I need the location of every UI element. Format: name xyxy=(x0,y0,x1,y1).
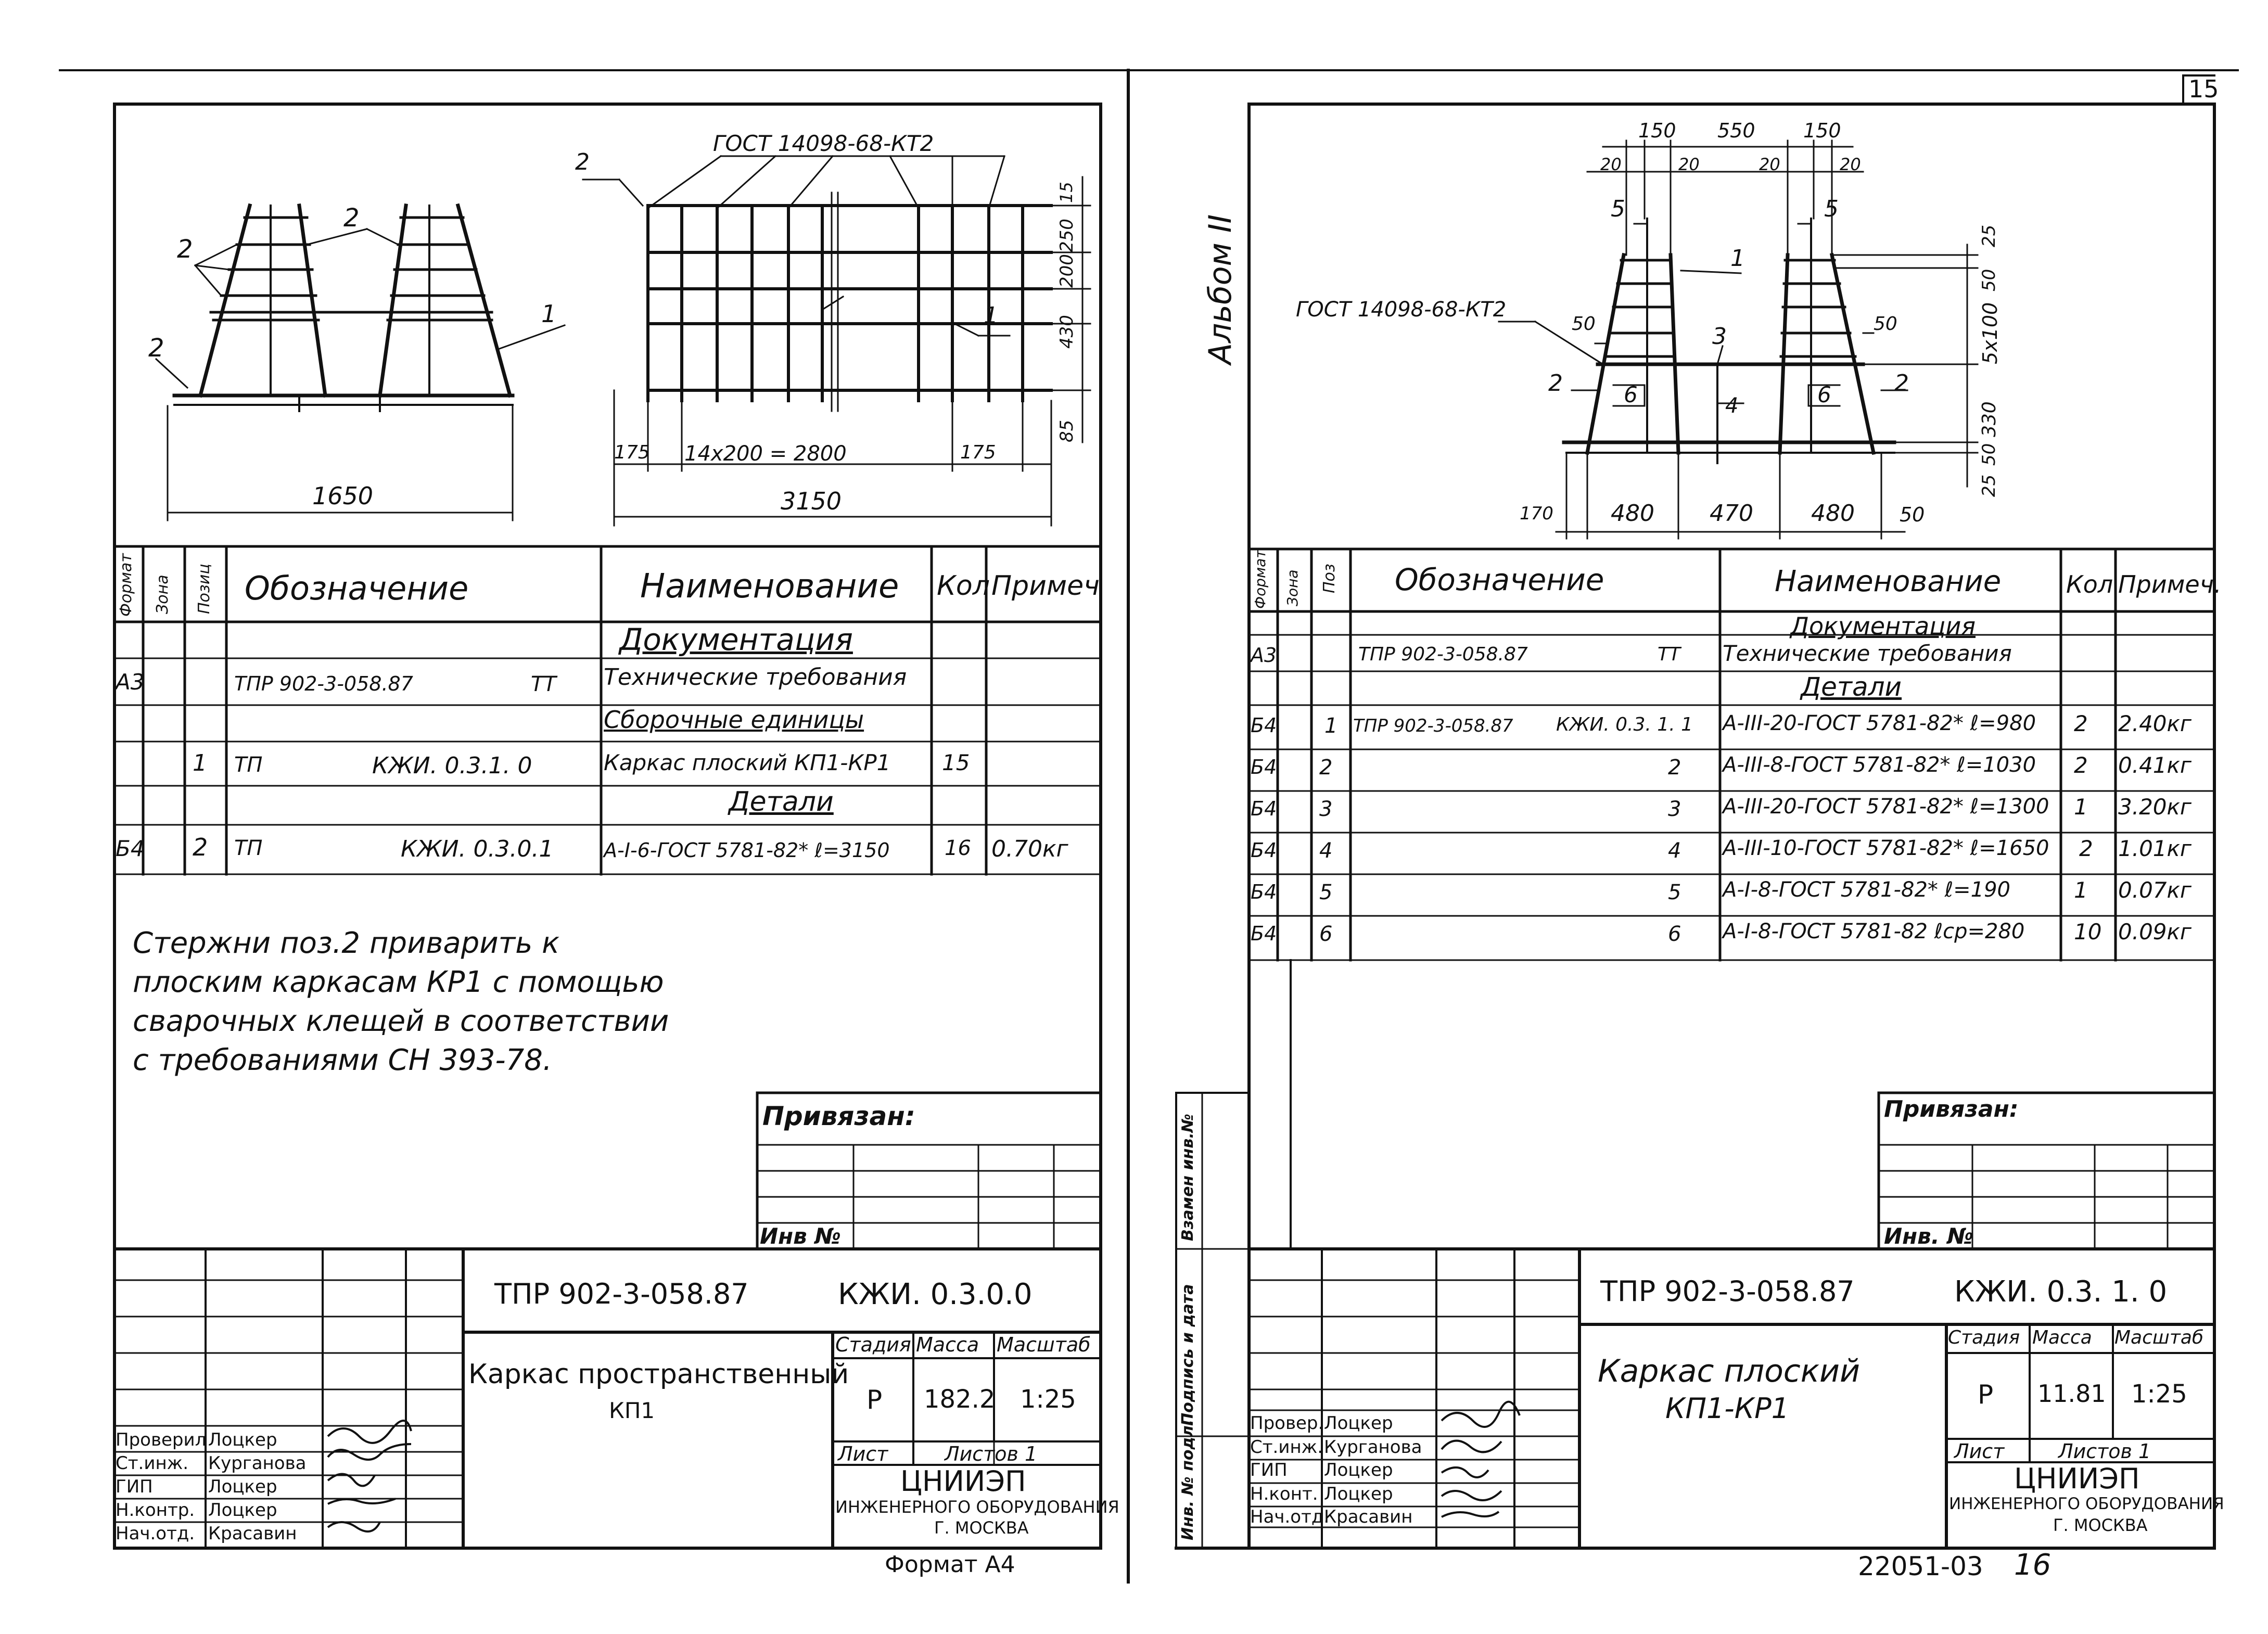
left-th-note: Примеч xyxy=(991,570,1100,602)
left-th-zone: Зона xyxy=(154,575,172,614)
right-org3: Г. МОСКВА xyxy=(2053,1515,2148,1535)
left-stage-label: Стадия xyxy=(835,1333,911,1356)
right-r6-pos: 4 xyxy=(1319,839,1333,863)
right-scale-label: Масштаб xyxy=(2114,1327,2204,1348)
left-r5-pos: 2 xyxy=(193,833,208,861)
right-r4-suffix: 2 xyxy=(1668,756,1681,780)
left-scale-label: Масштаб xyxy=(997,1333,1091,1356)
left-signer-role: ГИП xyxy=(116,1476,153,1497)
right-r7-name: А-I-8-ГОСТ 5781-82* ℓ=190 xyxy=(1723,878,2010,902)
right-r8-qty: 10 xyxy=(2074,919,2102,944)
right-r6-format: Б4 xyxy=(1251,839,1277,862)
left-callout-1a: 1 xyxy=(541,300,557,328)
right-dim-b1: 170 xyxy=(1520,503,1553,524)
right-signer-name: Лоцкер xyxy=(1324,1413,1393,1434)
right-r5-suffix: 3 xyxy=(1668,797,1681,821)
left-signer-role: Нач.отд. xyxy=(116,1523,195,1544)
left-signer-role: Н.контр. xyxy=(116,1500,195,1521)
right-dim-r2: 50 xyxy=(1979,269,1999,291)
right-dim-b2: 480 xyxy=(1611,500,1654,527)
right-scale: 1:25 xyxy=(2131,1380,2187,1409)
right-r3-suffix: КЖИ. 0.3. 1. 1 xyxy=(1556,714,1693,735)
bottom-sheet: 16 xyxy=(2014,1548,2052,1582)
left-r5-qty: 16 xyxy=(945,836,971,860)
right-th-zone: Зона xyxy=(1284,569,1301,606)
left-r3-name: Каркас плоский КП1-КР1 xyxy=(604,750,891,775)
left-signer-name: Лоцкер xyxy=(208,1429,277,1450)
right-dim-r3: 5x100 xyxy=(1979,302,2002,364)
right-th-qty: Кол xyxy=(2066,570,2113,598)
left-r4-name: Детали xyxy=(729,786,834,818)
right-dim-top1: 150 xyxy=(1638,119,1676,142)
left-r3-qty: 15 xyxy=(942,750,970,775)
left-note-line2: плоским каркасам КР1 с помощью xyxy=(133,965,664,999)
right-dim-r6: 25 xyxy=(1979,474,1999,497)
right-th-format: Формат xyxy=(1252,550,1269,609)
right-dim-b5: 50 xyxy=(1900,503,1925,526)
left-r5-suffix: КЖИ. 0.3.0.1 xyxy=(401,836,554,862)
left-privyazan: Привязан: xyxy=(762,1101,915,1131)
left-callout-1b: 1 xyxy=(984,302,998,329)
left-format: Формат А4 xyxy=(885,1551,1015,1578)
right-callout-2b: 2 xyxy=(1894,370,1909,397)
left-th-designation: Обозначение xyxy=(245,569,469,607)
left-r1-suffix: ТТ xyxy=(531,672,556,696)
left-org: ЦНИИЭП xyxy=(900,1465,1026,1498)
left-th-name: Наименование xyxy=(640,567,899,606)
right-r6-note: 1.01кг xyxy=(2118,836,2191,861)
left-stage: Р xyxy=(867,1385,883,1415)
right-r4-format: Б4 xyxy=(1251,756,1277,778)
left-dim-spacing: 14x200 = 2800 xyxy=(684,442,847,466)
right-r1-des: ТПР 902-3-058.87 xyxy=(1358,644,1528,665)
right-dim-50b: 50 xyxy=(1874,313,1897,335)
right-signer-name: Курганова xyxy=(1324,1437,1422,1458)
right-dim-r1: 25 xyxy=(1979,224,1999,247)
right-dim-small2: 20 xyxy=(1678,155,1700,174)
right-cross-section xyxy=(1499,141,1978,539)
left-mass-label: Масса xyxy=(916,1333,979,1356)
left-title2: КП1 xyxy=(609,1398,655,1423)
right-callout-4: 4 xyxy=(1725,394,1739,418)
right-r3-name: А-III-20-ГОСТ 5781-82* ℓ=980 xyxy=(1723,711,2036,735)
left-dim-175b: 175 xyxy=(960,442,996,463)
right-r7-suffix: 5 xyxy=(1668,880,1681,904)
left-r3-pos: 1 xyxy=(193,750,207,776)
right-dim-small4: 20 xyxy=(1840,155,1861,174)
right-r8-format: Б4 xyxy=(1251,922,1277,945)
left-callout-2d: 2 xyxy=(148,334,164,363)
right-org: ЦНИИЭП xyxy=(2014,1462,2140,1495)
left-dim-175a: 175 xyxy=(614,442,650,463)
left-th-format: Формат xyxy=(117,553,135,617)
right-dim-r4: 330 xyxy=(1979,401,2000,437)
left-section-doc: Документация xyxy=(619,622,853,657)
right-stage: Р xyxy=(1978,1380,1994,1410)
right-callout-5b: 5 xyxy=(1824,196,1839,222)
left-gost-label: ГОСТ 14098-68-КТ2 xyxy=(713,131,934,156)
right-r1-format: А3 xyxy=(1251,644,1277,667)
left-cross-section xyxy=(156,203,565,520)
right-r5-note: 3.20кг xyxy=(2118,794,2191,820)
left-dims-right xyxy=(1056,174,1080,445)
page-number: 15 xyxy=(2188,75,2219,103)
left-dim-r1: 15 xyxy=(1056,182,1076,203)
left-dim-r4: 430 xyxy=(1056,315,1077,349)
left-callout-2b: 2 xyxy=(177,235,193,264)
right-r6-qty: 2 xyxy=(2079,836,2093,861)
right-r7-qty: 1 xyxy=(2074,877,2088,903)
left-callout-2a: 2 xyxy=(575,149,590,175)
right-sheets-label: Листов 1 xyxy=(2058,1440,2151,1463)
right-r6-suffix: 4 xyxy=(1668,839,1681,863)
right-section-doc: Документация xyxy=(1790,612,1976,640)
left-r1-format: А3 xyxy=(116,669,145,695)
left-callout-2c: 2 xyxy=(343,203,360,233)
right-doc-code: ТПР 902-3-058.87 xyxy=(1600,1275,1855,1308)
left-scale: 1:25 xyxy=(1020,1385,1076,1414)
right-dim-small1: 20 xyxy=(1600,155,1622,174)
right-dim-top2: 550 xyxy=(1717,119,1755,142)
right-mass-label: Масса xyxy=(2032,1327,2092,1348)
left-signer-name: Курганова xyxy=(208,1453,307,1474)
left-signer-name: Лоцкер xyxy=(208,1476,277,1497)
right-r3-qty: 2 xyxy=(2074,711,2088,736)
left-r5-name: А-I-6-ГОСТ 5781-82* ℓ=3150 xyxy=(604,839,890,862)
right-r8-name: А-I-8-ГОСТ 5781-82 ℓср=280 xyxy=(1723,920,2025,943)
right-r3-format: Б4 xyxy=(1251,714,1277,737)
right-dim-r5: 50 xyxy=(1979,443,1999,466)
right-callout-6a: 6 xyxy=(1624,382,1638,407)
right-dim-top3: 150 xyxy=(1803,119,1841,142)
right-signer-name: Лоцкер xyxy=(1324,1484,1393,1504)
right-signer-name: Красавин xyxy=(1324,1507,1413,1527)
left-signer-role: Ст.инж. xyxy=(116,1453,189,1474)
right-r7-pos: 5 xyxy=(1319,880,1333,904)
left-note-line1: Стержни поз.2 приварить к xyxy=(133,926,559,960)
left-org2: ИНЖЕНЕРНОГО ОБОРУДОВАНИЯ xyxy=(835,1497,1119,1517)
right-signer-role: Ст.инж. xyxy=(1250,1437,1323,1458)
right-r4-qty: 2 xyxy=(2074,752,2088,778)
right-r8-pos: 6 xyxy=(1319,922,1333,946)
left-r1-des: ТПР 902-3-058.87 xyxy=(234,672,413,695)
right-r2-name: Детали xyxy=(1801,672,1902,702)
right-gost-label: ГОСТ 14098-68-КТ2 xyxy=(1296,298,1507,322)
right-album: Альбом II xyxy=(1202,214,1239,364)
left-note-line3: сварочных клещей в соответствии xyxy=(133,1004,669,1038)
right-signer-role: Н.конт. xyxy=(1250,1484,1318,1504)
left-signer-name: Красавин xyxy=(208,1523,297,1544)
left-doc-code: ТПР 902-3-058.87 xyxy=(494,1278,749,1310)
left-dim-r2: 250 xyxy=(1056,219,1077,252)
left-r5-format: Б4 xyxy=(116,836,145,861)
right-r5-name: А-III-20-ГОСТ 5781-82* ℓ=1300 xyxy=(1723,795,2049,819)
right-r4-pos: 2 xyxy=(1319,756,1333,780)
right-signer-role: ГИП xyxy=(1250,1460,1288,1480)
right-r4-name: А-III-8-ГОСТ 5781-82* ℓ=1030 xyxy=(1723,753,2036,777)
left-dim-3150: 3150 xyxy=(781,487,842,515)
right-r5-format: Б4 xyxy=(1251,797,1277,820)
right-r1-name: Технические требования xyxy=(1723,641,2012,666)
right-org2: ИНЖЕНЕРНОГО ОБОРУДОВАНИЯ xyxy=(1949,1495,2224,1513)
left-r3-des: ТП xyxy=(234,753,263,777)
bottom-code: 22051-03 xyxy=(1858,1551,1983,1581)
right-r3-des: ТПР 902-3-058.87 xyxy=(1353,716,1513,736)
left-org3: Г. МОСКВА xyxy=(934,1518,1029,1538)
left-r5-note: 0.70кг xyxy=(991,836,1068,862)
right-signer-role: Нач.отд. xyxy=(1250,1507,1330,1527)
left-r2-name: Сборочные единицы xyxy=(604,706,864,734)
left-note-line4: с требованиями СН 393-78. xyxy=(133,1043,552,1077)
left-r1-name: Технические требования xyxy=(604,664,907,691)
right-dim-b4: 480 xyxy=(1811,500,1855,527)
right-privyazan: Привязан: xyxy=(1884,1096,2019,1122)
left-th-pos: Позиц xyxy=(195,564,213,614)
right-signer-name: Лоцкер xyxy=(1324,1460,1393,1480)
right-th-designation: Обозначение xyxy=(1395,562,1604,597)
right-r3-note: 2.40кг xyxy=(2118,711,2191,736)
left-mass: 182.2 xyxy=(924,1385,996,1414)
right-stage-label: Стадия xyxy=(1948,1327,2020,1348)
right-callout-6b: 6 xyxy=(1817,382,1831,407)
right-callout-2a: 2 xyxy=(1548,370,1563,397)
right-r4-note: 0.41кг xyxy=(2118,752,2191,778)
right-r7-note: 0.07кг xyxy=(2118,877,2191,903)
right-r8-note: 0.09кг xyxy=(2118,919,2191,944)
right-th-name: Наименование xyxy=(1775,565,2002,598)
right-r5-qty: 1 xyxy=(2074,794,2088,820)
right-r6-name: А-III-10-ГОСТ 5781-82* ℓ=1650 xyxy=(1723,836,2049,860)
left-r5-des: ТП xyxy=(234,836,263,860)
left-r3-suffix: КЖИ. 0.3.1. 0 xyxy=(372,752,532,779)
left-dim-1650: 1650 xyxy=(312,482,374,510)
right-callout-3: 3 xyxy=(1712,323,1727,350)
right-title: Каркас плоский xyxy=(1598,1353,1861,1389)
left-th-qty: Кол xyxy=(937,570,990,602)
right-r8-suffix: 6 xyxy=(1668,922,1681,946)
right-callout-5a: 5 xyxy=(1611,196,1625,222)
left-dim-r5: 85 xyxy=(1056,419,1077,442)
right-title2: КП1-КР1 xyxy=(1665,1392,1790,1425)
right-side-label-3: Инв. № подл. xyxy=(1179,1419,1197,1540)
right-r7-format: Б4 xyxy=(1251,880,1277,903)
right-mass: 11.81 xyxy=(2037,1380,2106,1408)
left-signer-name: Лоцкер xyxy=(208,1500,277,1521)
right-th-note: Примеч. xyxy=(2118,570,2222,598)
right-r1-suffix: ТТ xyxy=(1658,644,1680,665)
left-dim-r3: 200 xyxy=(1056,254,1077,288)
right-th-pos: Поз xyxy=(1320,564,1339,593)
right-dim-50a: 50 xyxy=(1572,313,1596,335)
right-callout-1: 1 xyxy=(1730,245,1745,272)
right-mark: КЖИ. 0.3. 1. 0 xyxy=(1954,1275,2168,1309)
right-signer-role: Провер. xyxy=(1250,1413,1324,1434)
left-mark: КЖИ. 0.3.0.0 xyxy=(838,1278,1033,1311)
right-r5-pos: 3 xyxy=(1319,797,1333,821)
right-dim-b3: 470 xyxy=(1710,500,1753,527)
left-signer-role: Проверил xyxy=(116,1429,207,1450)
right-dim-small3: 20 xyxy=(1759,155,1780,174)
right-side-label-1: Взамен инв.№ xyxy=(1179,1114,1197,1241)
left-sheet-label: Лист xyxy=(838,1442,888,1465)
left-plan-grid xyxy=(583,156,1090,526)
right-r3-pos: 1 xyxy=(1324,714,1338,738)
right-sheet-label: Лист xyxy=(1954,1440,2005,1463)
left-title: Каркас пространственный xyxy=(468,1359,849,1390)
left-inv: Инв № xyxy=(760,1223,841,1249)
left-sheets-label: Листов 1 xyxy=(945,1442,1038,1465)
right-inv: Инв. № xyxy=(1884,1223,1973,1249)
right-side-label-2: Подпись и дата xyxy=(1179,1284,1197,1426)
